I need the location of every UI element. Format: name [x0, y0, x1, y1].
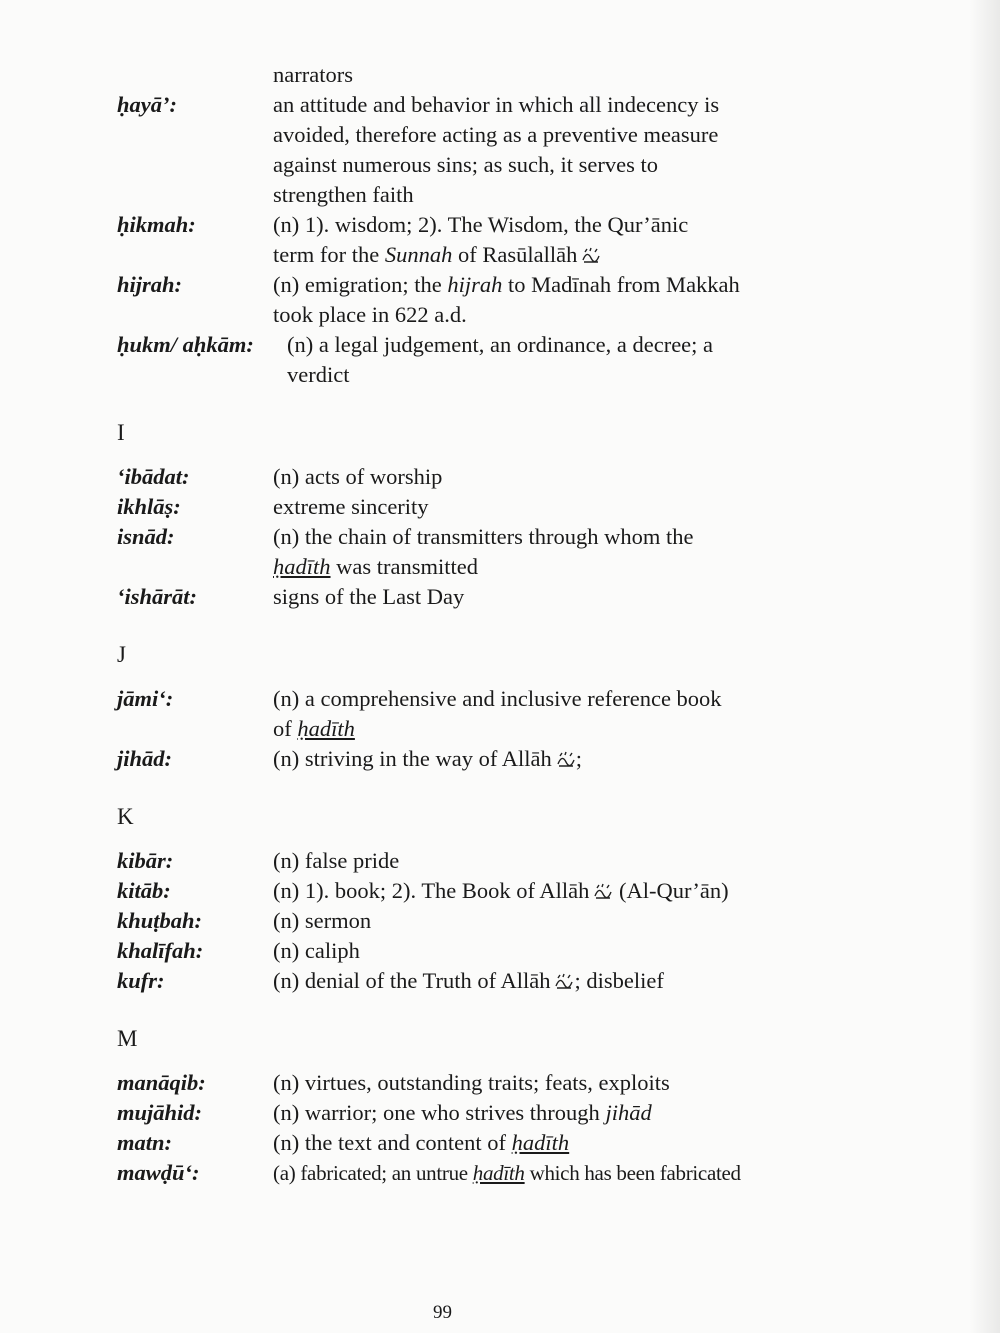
glossary-definition: (n) virtues, outstanding traits; feats, exploits	[273, 1070, 670, 1095]
honorific-glyph-icon	[554, 972, 574, 990]
glossary-definition: (n) denial of the Truth of Allāh ; disbelief	[273, 968, 664, 993]
honorific-glyph-icon	[593, 882, 613, 900]
glossary-term: manāqib:	[117, 1070, 206, 1095]
honorific-glyph-icon	[581, 246, 601, 264]
glossary-definition: (n) the text and content of ḥadīth	[273, 1130, 570, 1155]
page-edge-shadow	[970, 0, 1000, 1333]
glossary-term: mawḍū‘:	[117, 1160, 200, 1185]
glossary-term: kitāb:	[117, 878, 171, 903]
glossary-term: jāmi‘:	[117, 686, 174, 711]
glossary-entry-jami	[117, 684, 837, 744]
glossary-entry-mujahid	[117, 1098, 837, 1128]
glossary-definition: signs of the Last Day	[273, 584, 465, 609]
glossary-entry-hukm	[117, 330, 837, 390]
glossary-term: ‘ishārāt:	[117, 584, 198, 609]
glossary-definition: (n) warrior; one who strives through jihād	[273, 1100, 652, 1125]
glossary-definition: (n) the chain of transmitters through whom the ḥadīth was transmitted	[273, 524, 694, 579]
glossary-definition: (n) acts of worship	[273, 464, 443, 489]
glossary-definition: (n) 1). wisdom; 2). The Wisdom, the Qur’ānic term for the Sunnah of Rasūlallāh	[273, 212, 689, 267]
hadith-term: ḥadīth	[511, 1130, 570, 1155]
glossary-entry-jihad	[117, 744, 837, 774]
glossary-term: hijrah:	[117, 272, 183, 297]
glossary-definition: (n) striving in the way of Allāh ;	[273, 746, 582, 771]
glossary-term: ḥukm/ aḥkām:	[117, 332, 254, 357]
glossary-entry-hikmah	[117, 210, 837, 270]
glossary-term: mujāhid:	[117, 1100, 203, 1125]
glossary-definition: (n) a legal judgement, an ordinance, a decree; a verdict	[287, 332, 714, 387]
glossary-entry-kibar	[117, 846, 837, 876]
glossary-entry-khalifah	[117, 936, 837, 966]
glossary-term: ikhlāṣ:	[117, 494, 181, 519]
section-letter-m: M	[117, 1026, 138, 1051]
glossary-entry-manaqib	[117, 1068, 837, 1098]
glossary-definition: an attitude and behavior in which all indecency is avoided, therefore acting as a preventive measure against numerous sins; as such, it serves to strengthen faith	[273, 92, 720, 207]
glossary-definition: (n) false pride	[273, 848, 400, 873]
glossary-definition: (a) fabricated; an untrue ḥadīth which has been fabricated	[273, 1161, 741, 1185]
glossary-entry-khutbah	[117, 906, 837, 936]
hadith-term: ḥadīth	[273, 554, 331, 579]
glossary-continuation: narrators	[273, 62, 353, 87]
glossary-term: matn:	[117, 1130, 173, 1155]
section-letter-i: I	[117, 420, 125, 445]
glossary-entry-kitab	[117, 876, 837, 906]
glossary-definition: (n) 1). book; 2). The Book of Allāh (Al-Qur’ān)	[273, 878, 729, 903]
glossary-term: isnād:	[117, 524, 175, 549]
glossary-term: ḥikmah:	[117, 212, 196, 237]
section-letter-k: K	[117, 804, 134, 829]
glossary-definition: (n) caliph	[273, 938, 360, 963]
glossary-entry-isnad	[117, 522, 837, 582]
glossary-term: kibār:	[117, 848, 174, 873]
glossary-term: khuṭbah:	[117, 908, 203, 933]
glossary-entry-matn	[117, 1128, 837, 1158]
glossary-term: khalīfah:	[117, 938, 204, 963]
hadith-term: ḥadīth	[297, 716, 355, 741]
glossary-entry-ikhlas	[117, 492, 837, 522]
glossary-term: ḥayā’:	[117, 92, 177, 117]
section-letter-j: J	[117, 642, 126, 667]
hadith-term: ḥadīth	[472, 1161, 525, 1185]
glossary-definition: (n) sermon	[273, 908, 372, 933]
glossary-entry-hijrah	[117, 270, 837, 330]
glossary-entry-ibadat	[117, 462, 837, 492]
glossary-definition: (n) emigration; the hijrah to Madīnah from Makkah took place in 622 a.d.	[273, 272, 740, 327]
glossary-entry-haya	[117, 90, 837, 210]
glossary-entry-kufr	[117, 966, 837, 996]
glossary-definition: extreme sincerity	[273, 494, 429, 519]
page-number: 99	[433, 1302, 452, 1323]
glossary-entry-isharat	[117, 582, 837, 612]
honorific-glyph-icon	[556, 750, 576, 768]
glossary-content	[117, 60, 837, 1188]
glossary-definition: (n) a comprehensive and inclusive reference book of ḥadīth	[273, 686, 722, 741]
glossary-term: jihād:	[117, 746, 173, 771]
glossary-term: ‘ibādat:	[117, 464, 190, 489]
glossary-term: kufr:	[117, 968, 165, 993]
glossary-entry-mawdu	[117, 1158, 837, 1188]
